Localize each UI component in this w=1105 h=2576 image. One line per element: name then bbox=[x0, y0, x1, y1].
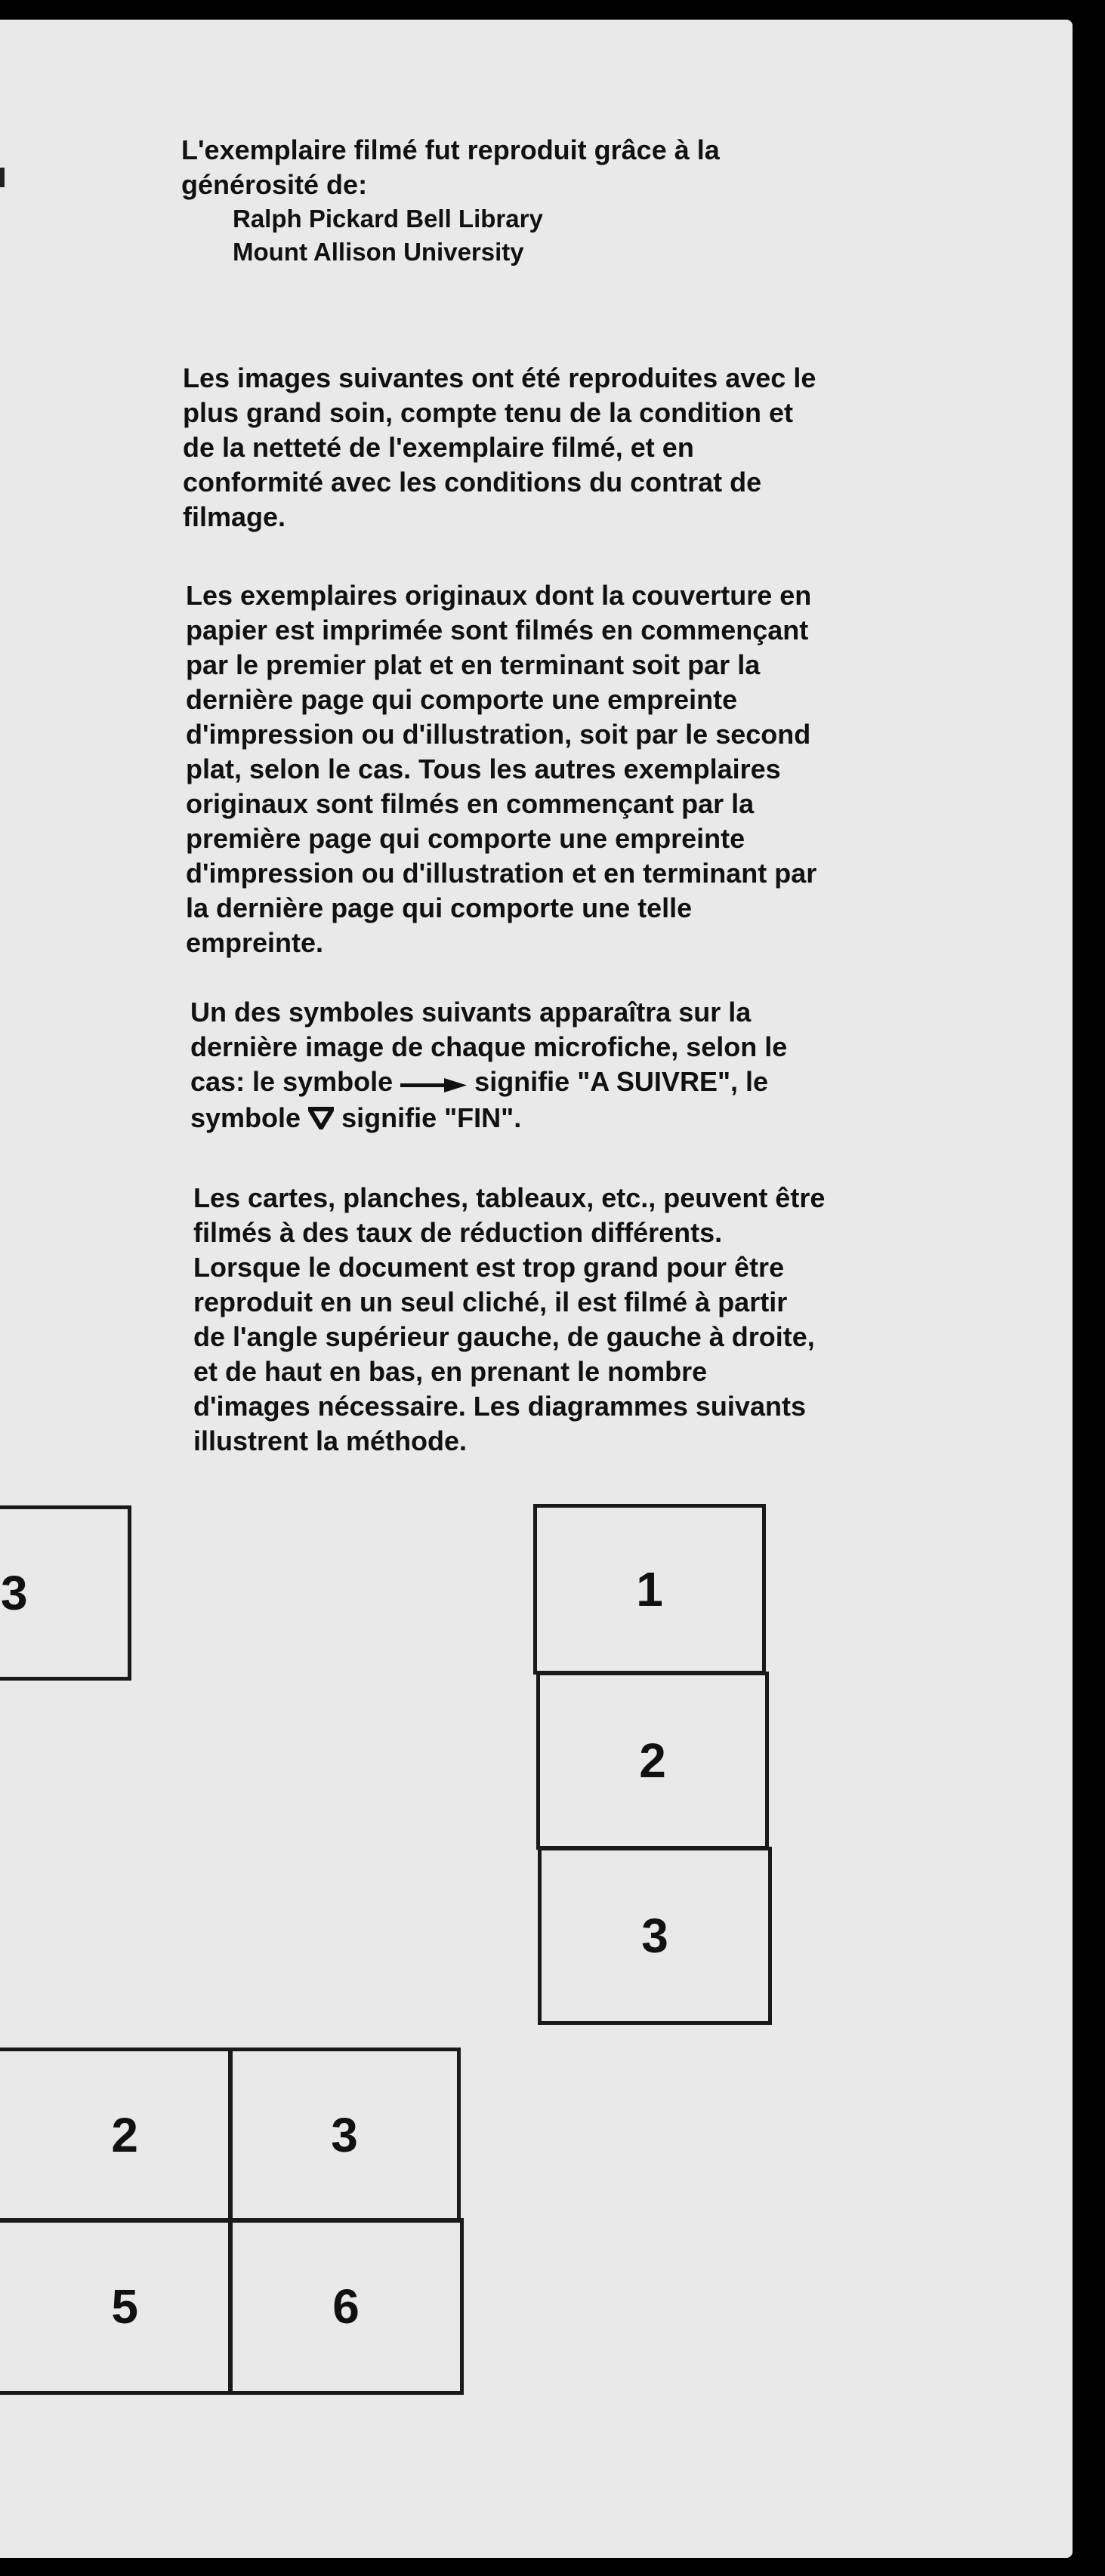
diagram-grid-cell-6 bbox=[228, 2218, 464, 2395]
paragraph-line: Les images suivantes ont été reproduites avec le bbox=[183, 362, 816, 393]
paragraph-line: dernière page qui comporte une empreinte bbox=[186, 684, 738, 715]
diagram-grid-cell-5 bbox=[0, 2218, 233, 2395]
cell-label: 3 bbox=[331, 2108, 358, 2162]
paragraph-line: dernière image de chaque microfiche, selon le bbox=[190, 1031, 788, 1062]
paragraph-2 bbox=[186, 578, 816, 960]
paragraph-line: de la netteté de l'exemplaire filmé, et en bbox=[183, 432, 694, 463]
cell-label: 5 bbox=[111, 2279, 138, 2334]
diagram-column-cell-3 bbox=[538, 1847, 772, 2025]
paragraph-line: première page qui comporte une empreinte bbox=[186, 823, 745, 854]
arrow-right-icon bbox=[400, 1066, 467, 1101]
intro-line-1: L'exemplaire filmé fut reproduit grâce à la bbox=[181, 134, 720, 165]
library-name: Ralph Pickard Bell Library bbox=[233, 205, 543, 233]
paragraph-line: Les cartes, planches, tableaux, etc., peuvent être bbox=[193, 1182, 826, 1213]
diagram-row-cell-3 bbox=[0, 1505, 131, 1681]
edge-mark bbox=[0, 168, 5, 187]
diagram-grid-cell-3 bbox=[228, 2048, 461, 2223]
down-triangle-icon bbox=[308, 1103, 334, 1138]
university-name: Mount Allison University bbox=[233, 238, 524, 266]
cell-label: 2 bbox=[111, 2108, 138, 2162]
paragraph-line: plus grand soin, compte tenu de la condition et bbox=[183, 397, 794, 428]
paragraph-line: empreinte. bbox=[186, 927, 324, 958]
paragraph-line: plat, selon le cas. Tous les autres exemplaires bbox=[186, 753, 781, 784]
paragraph-line: d'images nécessaire. Les diagrammes suivants bbox=[193, 1391, 806, 1422]
paragraph-line: illustrent la méthode. bbox=[193, 1425, 468, 1456]
paragraph-line: filmage. bbox=[183, 501, 286, 532]
paragraph-text: signifie "A SUIVRE", le bbox=[474, 1066, 769, 1097]
paragraph-line: Les exemplaires originaux dont la couverture en bbox=[186, 580, 812, 611]
cell-label: 2 bbox=[639, 1733, 666, 1788]
intro-block bbox=[181, 133, 720, 269]
diagram-grid-cell-2 bbox=[0, 2048, 233, 2223]
diagram-column-cell-2 bbox=[536, 1672, 769, 1850]
paragraph-line: conformité avec les conditions du contrat de bbox=[183, 467, 762, 498]
diagram-column-cell-1 bbox=[533, 1504, 766, 1675]
cell-label: 3 bbox=[641, 1909, 668, 1963]
paragraph-line-with-symbol bbox=[190, 1065, 787, 1101]
cell-label: 6 bbox=[332, 2279, 360, 2334]
paragraph-line: Lorsque le document est trop grand pour être bbox=[193, 1252, 785, 1283]
document-page bbox=[0, 20, 1073, 2558]
paragraph-text: symbole bbox=[190, 1102, 301, 1134]
paragraph-text: signifie "FIN". bbox=[341, 1102, 522, 1134]
paragraph-text: cas: le symbole bbox=[190, 1066, 394, 1097]
paragraph-3 bbox=[190, 995, 787, 1138]
paragraph-line: la dernière page qui comporte une telle bbox=[186, 892, 693, 923]
paragraph-line: par le premier plat et en terminant soit par la bbox=[186, 649, 761, 680]
paragraph-line: d'impression ou d'illustration et en terminant par bbox=[186, 858, 817, 889]
cell-label: 1 bbox=[636, 1562, 663, 1616]
paragraph-line: de l'angle supérieur gauche, de gauche à droite, bbox=[193, 1321, 815, 1352]
paragraph-line: papier est imprimée sont filmés en commençant bbox=[186, 615, 809, 646]
paragraph-1 bbox=[183, 361, 816, 535]
intro-line-2: générosité de: bbox=[181, 169, 368, 200]
paragraph-line: Un des symboles suivants apparaîtra sur la bbox=[190, 997, 752, 1028]
paragraph-line-with-symbol bbox=[190, 1101, 787, 1137]
paragraph-line: et de haut en bas, en prenant le nombre bbox=[193, 1356, 708, 1387]
paragraph-line: d'impression ou d'illustration, soit par le second bbox=[186, 719, 811, 750]
paragraph-4 bbox=[193, 1181, 825, 1459]
paragraph-line: originaux sont filmés en commençant par la bbox=[186, 788, 755, 819]
cell-label: 3 bbox=[1, 1566, 28, 1620]
paragraph-line: reproduit en un seul cliché, il est filmé à partir bbox=[193, 1286, 788, 1317]
paragraph-line: filmés à des taux de réduction différents. bbox=[193, 1217, 723, 1248]
